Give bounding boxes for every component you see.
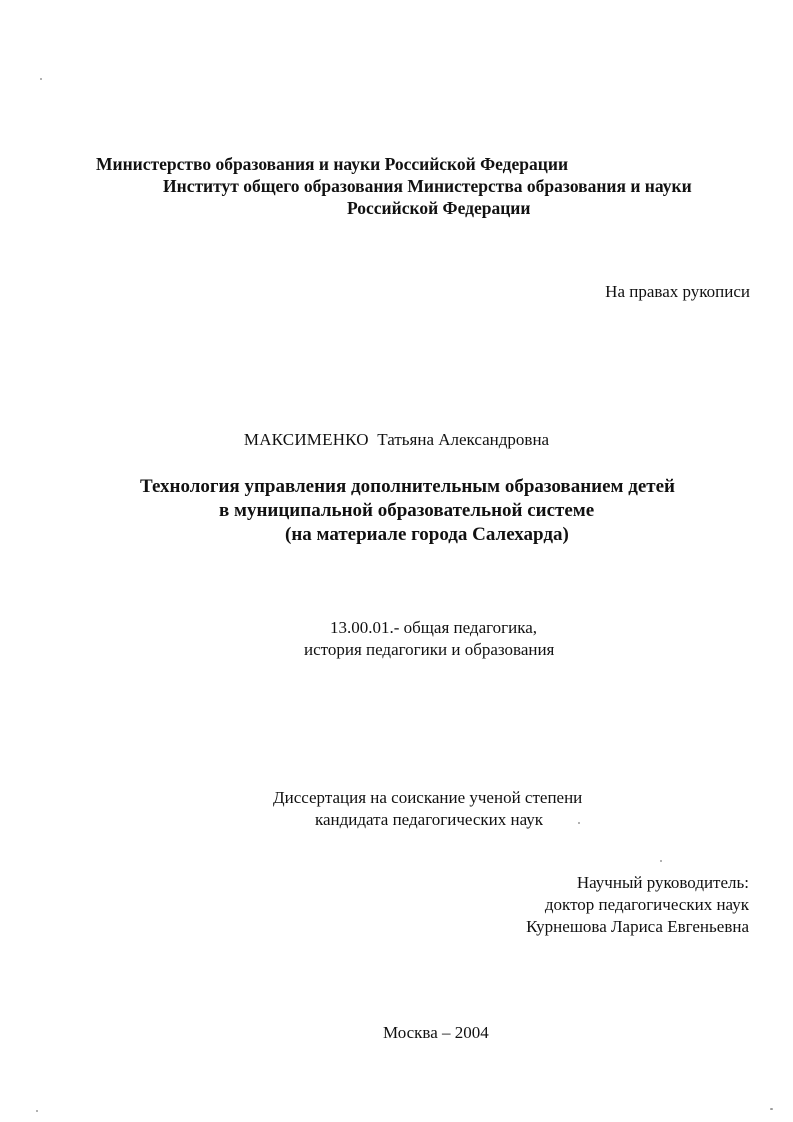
rights-note: На правах рукописи — [605, 282, 750, 301]
scan-speck — [660, 860, 662, 862]
organization-line-2: Институт общего образования Министерства образования и науки — [163, 176, 692, 196]
organization-header — [0, 153, 793, 219]
title-line-2: в муниципальной образовательной системе — [219, 500, 595, 521]
degree-statement — [0, 787, 793, 831]
degree-line-2: кандидата педагогических наук — [315, 810, 544, 829]
author-name — [0, 430, 793, 450]
organization-line-3: Российской Федерации — [347, 198, 531, 218]
degree-line-1: Диссертация на соискание ученой степени — [273, 788, 583, 807]
advisor-rank: доктор педагогических наук — [544, 895, 749, 914]
scan-speck — [36, 1110, 38, 1112]
author-given-names: Татьяна Александровна — [377, 430, 550, 449]
title-line-1: Технология управления дополнительным образованием детей — [140, 476, 675, 497]
scan-speck — [770, 1108, 773, 1110]
organization-line-1: Министерство образования и науки Российской Федерации — [96, 154, 569, 174]
title-line-3: (на материале города Салехарда) — [285, 524, 569, 545]
scan-speck — [578, 822, 580, 824]
scientific-advisor — [440, 872, 749, 938]
specialty-line-2: история педагогики и образования — [304, 640, 555, 659]
advisor-label: Научный руководитель: — [576, 873, 749, 892]
specialty-line-1: 13.00.01.- общая педагогика, — [330, 618, 538, 637]
place-and-year: Москва – 2004 — [383, 1023, 489, 1042]
scan-speck — [40, 78, 42, 80]
dissertation-title — [0, 475, 793, 547]
author-surname: МАКСИМЕНКО — [243, 430, 369, 449]
specialty — [0, 617, 793, 661]
advisor-name: Курнешова Лариса Евгеньевна — [526, 917, 749, 936]
